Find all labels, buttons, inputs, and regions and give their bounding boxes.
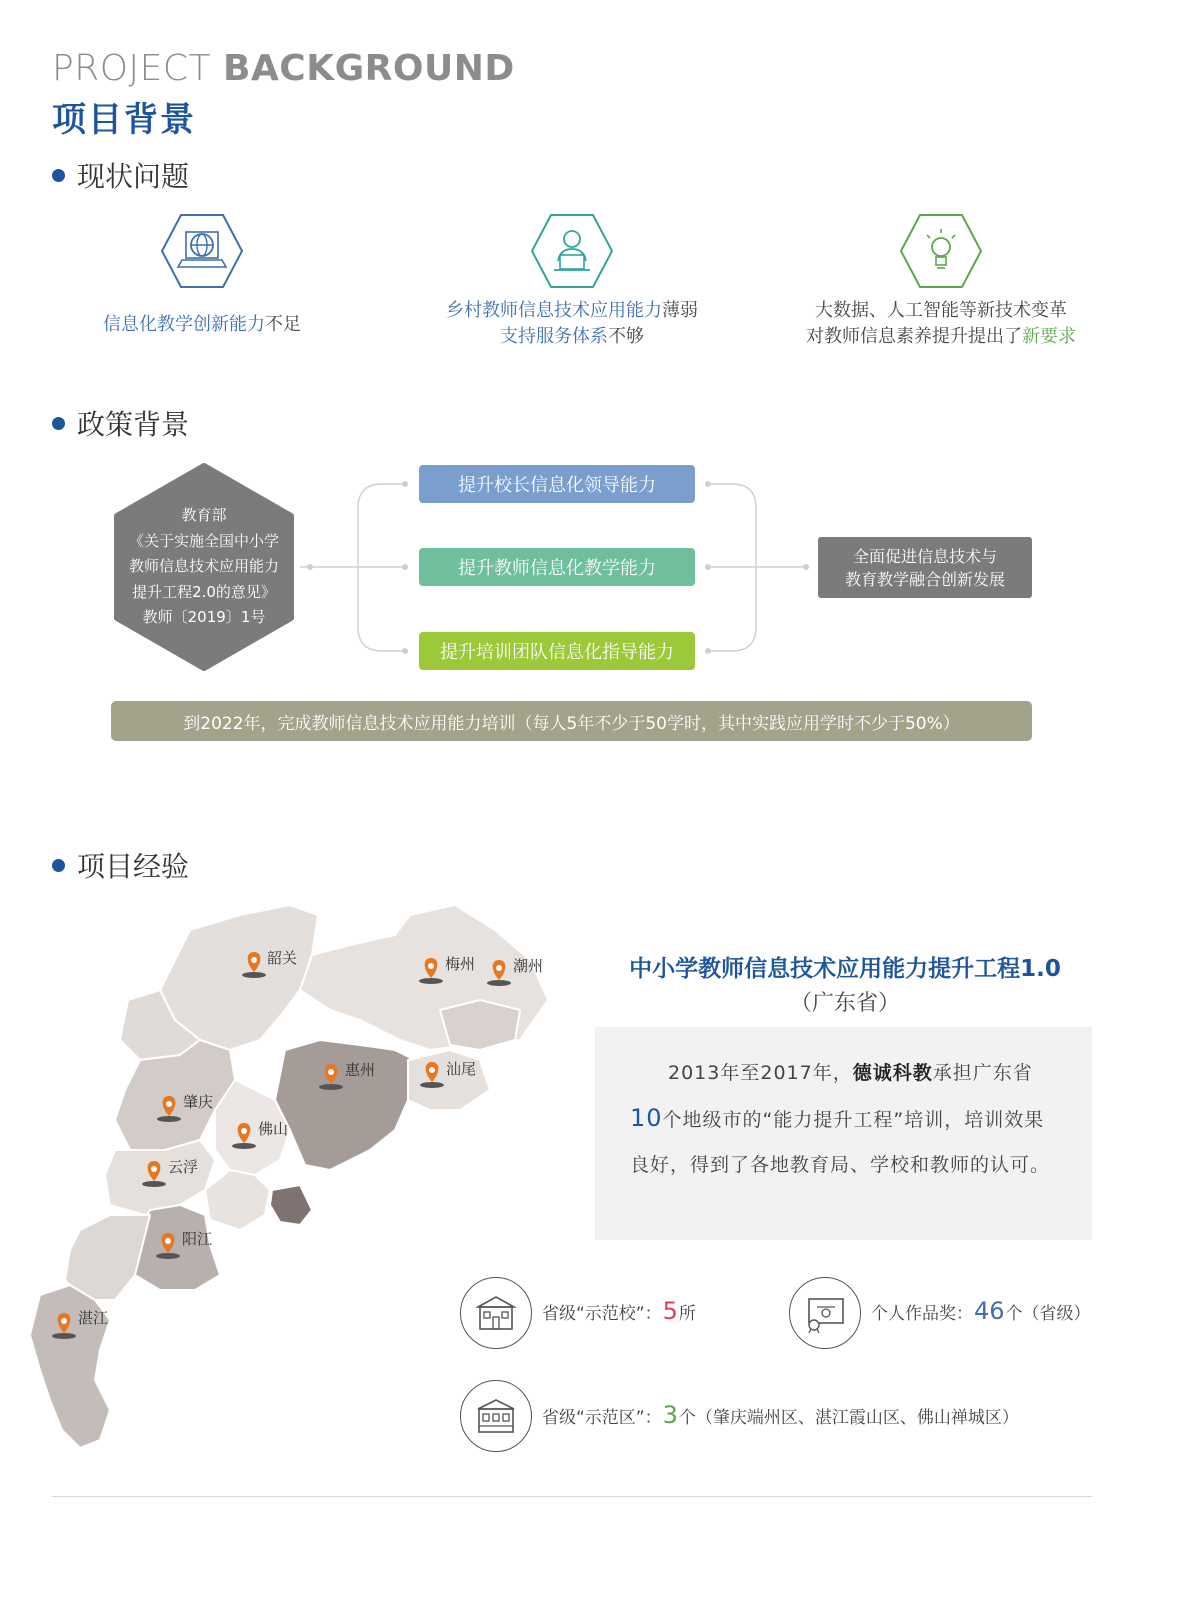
stat-demo-schools: [542, 1297, 696, 1325]
city-label-zhanjiang: 湛江: [78, 1309, 109, 1327]
desc-part: 个地级市的“能力提升工程”培训，培训效果良好，得到了各地教育局、学校和教师的认可。: [630, 1109, 1051, 1176]
city-label-shaoguan: 韶关: [267, 949, 298, 967]
city-label-yangjiang: 阳江: [182, 1230, 213, 1248]
stat-suffix: 个（肇庆端州区、湛江霞山区、佛山禅城区）: [678, 1407, 1019, 1428]
desc-part: 承担广东: [932, 1062, 1013, 1084]
issue-3-line-1: 大数据、人工智能等新技术变革: [815, 300, 1067, 321]
stat-suffix: 个（省级）: [1005, 1303, 1091, 1324]
district-building-icon: [460, 1380, 532, 1452]
person-laptop-icon: [530, 213, 614, 289]
bullet-dot: [52, 417, 65, 430]
stat-label: 省级“示范校”：: [542, 1303, 662, 1324]
header-english: [52, 48, 515, 89]
stat-suffix: 所: [678, 1303, 696, 1324]
bullet-dot: [52, 859, 65, 872]
guangdong-map: [20, 900, 560, 1460]
policy-line: 提升工程2.0的意见》: [132, 582, 276, 601]
city-label-huizhou: 惠州: [345, 1061, 376, 1079]
issue-1-tail: 不足: [265, 314, 301, 335]
policy-result-line: 全面促进信息技术与: [852, 546, 997, 566]
section-label: 政策背景: [77, 408, 190, 441]
issue-3-line-2: 对教师信息素养提升提出了: [806, 326, 1022, 347]
header-english-bold: BACKGROUND: [223, 48, 515, 89]
header-english-light: PROJECT: [52, 48, 223, 89]
issue-1: [82, 312, 322, 338]
project-subtitle: （广东省）: [789, 991, 900, 1016]
issue-2-highlight-2: 支持服务体系: [500, 326, 608, 347]
stat-personal-awards: [871, 1297, 1091, 1325]
stat-value: 3: [662, 1401, 678, 1429]
city-label-chaozhou: 潮州: [513, 957, 544, 975]
section-title-policy: [52, 403, 189, 443]
company-name: 德诚科教: [852, 1062, 933, 1084]
laptop-globe-icon: [160, 213, 244, 289]
city-label-shanwei: 汕尾: [446, 1060, 477, 1078]
project-description-box: [595, 1027, 1092, 1240]
bullet-dot: [52, 169, 65, 182]
section-title-status: [52, 155, 189, 195]
city-label-yunfu: 云浮: [168, 1158, 199, 1176]
stat-value: 46: [974, 1297, 1005, 1325]
policy-target-bar: 到2022年，完成教师信息技术应用能力培训（每人5年不少于50学时，其中实践应用学时不少于50%）: [111, 701, 1032, 741]
issue-3: [780, 298, 1102, 350]
city-label-meizhou: 梅州: [445, 955, 476, 973]
city-count: 10: [630, 1104, 663, 1132]
certificate-icon: [789, 1277, 861, 1349]
project-title: 中小学教师信息技术应用能力提升工程1.0: [629, 956, 1061, 982]
issue-2-tail-2: 不够: [608, 326, 644, 347]
policy-line: 教育部: [181, 506, 227, 524]
desc-part: 2013年至2017年，: [668, 1062, 853, 1084]
stat-value: 5: [662, 1297, 678, 1325]
school-building-icon: [460, 1277, 532, 1349]
city-label-zhaoqing: 肇庆: [183, 1093, 214, 1111]
stat-label: 省级“示范区”：: [542, 1407, 662, 1428]
footer-divider: [52, 1496, 1092, 1497]
stat-label: 个人作品奖：: [871, 1303, 973, 1324]
issue-2-highlight-1: 乡村教师信息技术应用能力: [446, 300, 662, 321]
stat-demo-districts: [542, 1401, 1019, 1429]
issue-1-highlight: 信息化教学创新能力: [103, 314, 265, 335]
policy-document: [111, 503, 297, 631]
policy-line: 教师〔2019〕1号: [142, 608, 266, 626]
city-label-foshan: 佛山: [258, 1120, 289, 1138]
issue-3-highlight: 新要求: [1022, 326, 1076, 347]
section-label: 现状问题: [77, 160, 190, 193]
policy-line: 教师信息技术应用能力: [128, 557, 279, 575]
policy-result: [818, 537, 1032, 598]
issue-2: [420, 298, 724, 350]
policy-goal-training-team: 提升培训团队信息化指导能力: [419, 632, 695, 670]
section-title-experience: [52, 845, 189, 885]
lightbulb-icon: [899, 213, 983, 289]
page-title: 项目背景: [52, 100, 196, 140]
project-description: [630, 1051, 1062, 1188]
policy-goal-principal: 提升校长信息化领导能力: [419, 465, 695, 503]
policy-goal-teacher: 提升教师信息化教学能力: [419, 548, 695, 586]
policy-line: 《关于实施全国中小学: [128, 531, 279, 550]
policy-result-line: 教育教学融合创新发展: [844, 569, 1005, 589]
desc-part: 省: [1012, 1062, 1033, 1084]
issue-2-tail-1: 薄弱: [662, 300, 698, 321]
section-label: 项目经验: [77, 850, 190, 883]
